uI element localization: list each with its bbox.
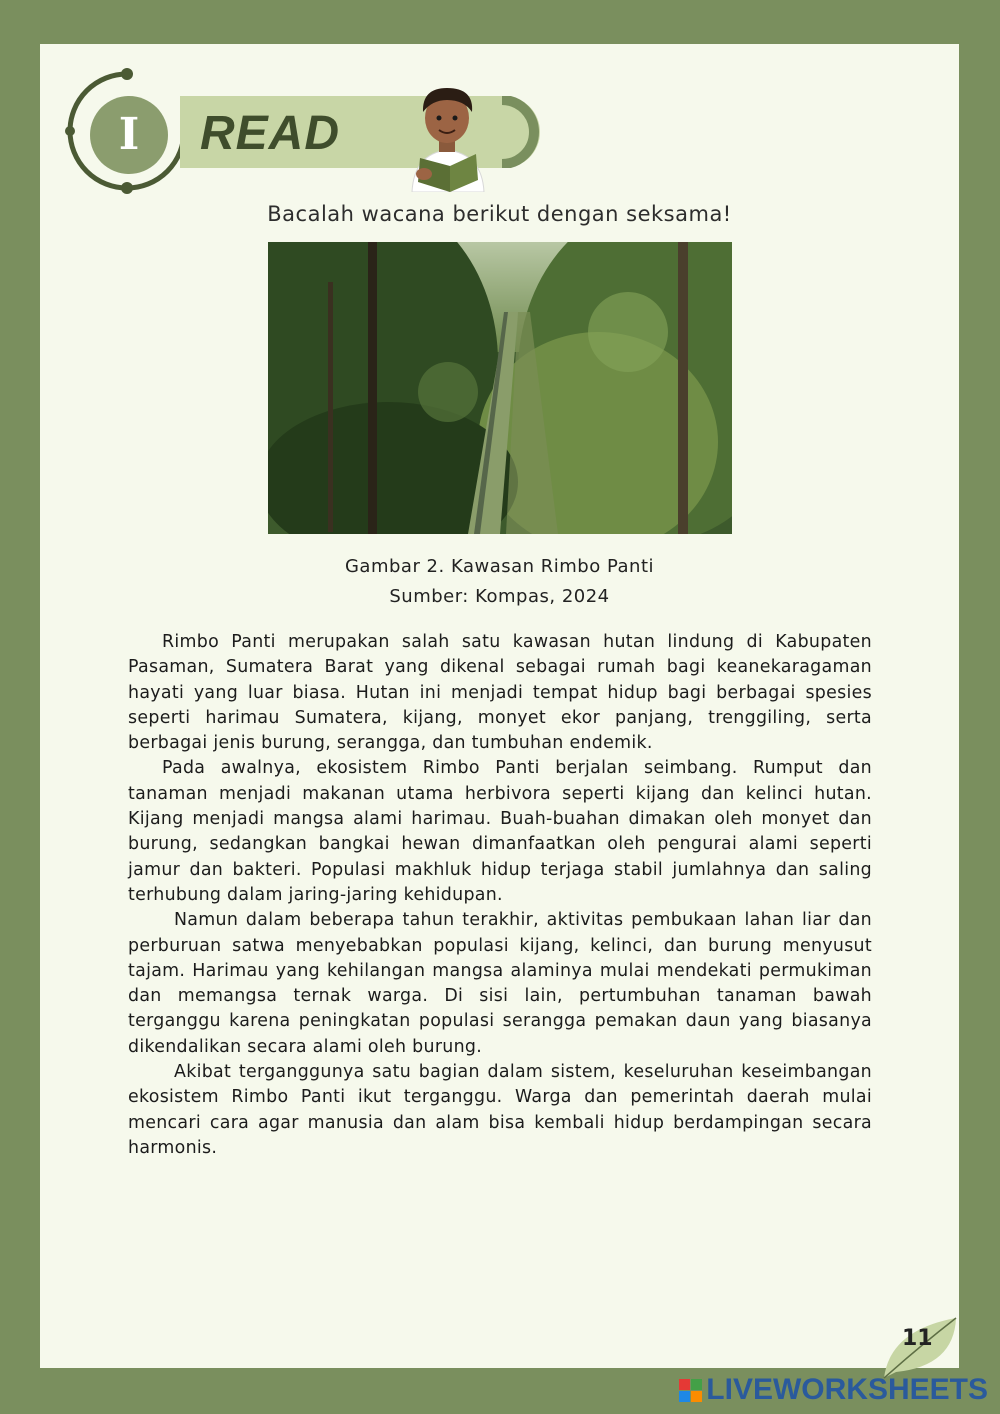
passage-paragraph-2: Pada awalnya, ekosistem Rimbo Panti berjalan seimbang. Rumput dan tanaman menjadi makanan utama herbivora seperti kijang dan kelinci hutan. Kijang menjadi mangsa alami harimau. Buah-buahan dimakan oleh monyet dan burung, sedangkan bangkai hewan dimanfaatkan oleh pengurai alami seperti jamur dan bakteri. Populasi makhluk hidup terjaga stabil jumlahnya dan saling terhubung dalam jaring-jaring kehidupan. (128, 758, 872, 905)
passage-paragraph-4: Akibat terganggunya satu bagian dalam sistem, keseluruhan keseimbangan ekosistem Rimbo Panti ikut terganggu. Warga dan pemerintah daerah mulai mencari cara agar manusia dan alam bisa kembali hidup berdampingan secara harmonis. (128, 1062, 872, 1158)
figure-caption: Gambar 2. Kawasan Rimbo Panti (344, 556, 655, 577)
banner-end-arc (492, 96, 562, 168)
passage-paragraph-3: Namun dalam beberapa tahun terakhir, aktivitas pembukaan lahan liar dan perburuan satwa menyebabkan populasi kijang, kelinci, dan burung menyusut tajam. Harimau yang kehilangan mangsa alaminya mulai mendekati permukiman dan memangsa ternak warga. Di sisi lain, pertumbuhan tanaman bawah terganggu karena peningkatan populasi serangga pemakan daun yang biasanya dikendalikan secara alami oleh burung. (128, 910, 872, 1057)
reading-boy-illustration (392, 74, 502, 192)
watermark-brand: LIVEWORKSHEETS (706, 1373, 988, 1406)
reading-instruction: Bacalah wacana berikut dengan seksama! (267, 202, 732, 226)
section-title: READ (200, 107, 341, 160)
forest-photo (268, 242, 732, 534)
page-number: 11 (902, 1326, 933, 1351)
worksheet-page (40, 44, 959, 1368)
figure-source: Sumber: Kompas, 2024 (389, 586, 610, 607)
section-header (62, 66, 562, 196)
liveworksheets-watermark (679, 1373, 988, 1407)
section-number-badge: I (90, 96, 168, 174)
reading-passage (128, 630, 872, 1161)
passage-paragraph-1: Rimbo Panti merupakan salah satu kawasan hutan lindung di Kabupaten Pasaman, Sumatera Barat yang dikenal sebagai rumah bagi keanekaragaman hayati yang luar biasa. Hutan ini menjadi tempat hidup bagi berbagai spesies seperti harimau Sumatera, kijang, monyet ekor panjang, trenggiling, serta berbagai jenis burung, serangga, dan tumbuhan endemik. (128, 632, 872, 754)
liveworksheets-logo-icon (679, 1379, 702, 1402)
